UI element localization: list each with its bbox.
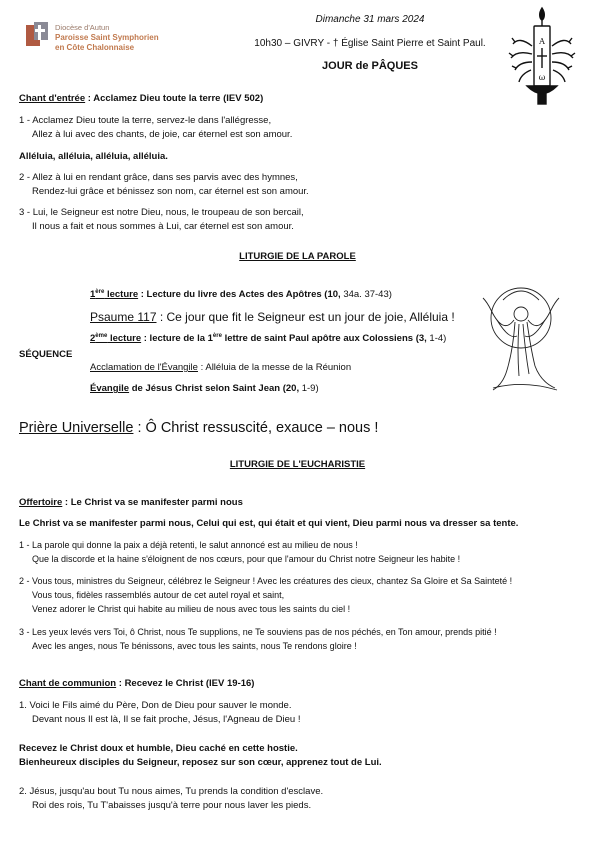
evangile-ref: 1-9) (301, 383, 319, 394)
offertoire-v2a: 2 - Vous tous, ministres du Seigneur, célébrez le Seigneur ! Avec les créatures des cieux, chantez Sa Gloire et Sa Sainteté ! (19, 576, 513, 586)
entree-v3b: Il nous a fait et nous sommes à Lui, car éternel est son amour. (32, 221, 294, 232)
communion-heading (19, 677, 254, 690)
priere-label: Prière Universelle (19, 420, 134, 436)
diocese-logo-text (55, 23, 159, 53)
offertoire-v1b: Que la discorde et la haine s'éloignent de nos cœurs, pour que l'amour du Christ notre Seigneur les habite ! (32, 554, 461, 564)
evangile-label: Évangile (90, 383, 130, 394)
acclamation-text: : Alléluia de la messe de la Réunion (197, 362, 352, 373)
reading-2-label: lecture (107, 333, 142, 345)
offertoire-v3a: 3 - Les yeux levés vers Toi, ô Christ, nous Te supplions, ne Te souviens pas de nos péchés, en Ton amour, prends pitié ! (19, 627, 497, 637)
offertoire-v2b: Vous tous, fidèles rassemblés autour de cet autel royal et saint, (32, 590, 285, 600)
entree-label: Chant d'entrée (19, 93, 86, 104)
communion-v2b: Roi des rois, Tu T'abaisses jusqu'à terre pour nous laver les pieds. (32, 800, 312, 811)
communion-refrain-a: Recevez le Christ doux et humble, Dieu caché en cette hostie. (19, 743, 298, 754)
acclamation-line (90, 362, 351, 373)
communion-refrain-b: Bienheureux disciples du Seigneur, reposez sur son cœur, apprenez tout de Lui. (19, 757, 382, 768)
risen-christ-icon (473, 280, 573, 395)
offertoire-v3b: Avec les anges, nous Te bénissons, avec tous les saints, nous Te rendons gloire ! (32, 641, 357, 651)
communion-v1a: 1. Voici le Fils aimé du Père, Don de Dieu pour sauver le monde. (19, 700, 292, 711)
communion-v2a: 2. Jésus, jusqu'au bout Tu nous aimes, Tu prends la condition d'esclave. (19, 786, 324, 797)
communion-title: : Recevez le Christ (IEV 19-16) (116, 678, 255, 689)
psaume-label: Psaume 117 (90, 310, 157, 324)
entree-heading (19, 92, 263, 105)
reading-2-text-a: : lecture de la 1 (141, 333, 213, 345)
offertoire-title: : Le Christ va se manifester parmi nous (62, 497, 243, 508)
offertoire-v1a: 1 - La parole qui donne la paix a déjà retenti, le salut annoncé est au milieu de nous ! (19, 540, 358, 550)
psaume-text: : Ce jour que fit le Seigneur est un jour de joie, Alléluia ! (156, 310, 455, 324)
entree-v2a: 2 - Allez à lui en rendant grâce, dans ses parvis avec des hymnes, (19, 172, 298, 183)
svg-text:A: A (539, 37, 545, 46)
sequence-label: SÉQUENCE (19, 349, 73, 360)
reading-1-label: lecture (104, 289, 139, 301)
paschal-candle-icon (507, 6, 577, 106)
reading-2-text-b: lettre de saint Paul apôtre aux Colossiens (3, (221, 333, 430, 345)
evangile-line (90, 383, 319, 394)
entree-v3a: 3 - Lui, le Seigneur est notre Dieu, nous, le troupeau de son bercail, (19, 207, 304, 218)
logo-line-2: Paroisse Saint Symphorien (55, 33, 159, 42)
liturgie-eucharistie-heading: LITURGIE DE L'EUCHARISTIE (229, 459, 366, 470)
offertoire-v2c: Venez adorer le Christ qui habite au milieu de nous avec tous les saints du ciel ! (32, 604, 351, 614)
diocese-logo-icon (26, 22, 48, 46)
svg-text:ω: ω (538, 73, 546, 82)
entree-v1b: Allez à lui avec des chants, de joie, car éternel est son amour. (32, 129, 293, 140)
priere-text: : Ô Christ ressuscité, exauce – nous ! (133, 420, 379, 436)
logo-line-1: Diocèse d'Autun (55, 23, 110, 32)
entree-refrain: Alléluia, alléluia, alléluia, alléluia. (19, 151, 168, 162)
offertoire-heading (19, 496, 243, 509)
logo-line-3: en Côte Chalonnaise (55, 43, 135, 52)
communion-v1b: Devant nous Il est là, Il se fait proche, Jésus, l'Agneau de Dieu ! (32, 714, 301, 725)
reading-1-text: : Lecture du livre des Actes des Apôtres (10, (138, 289, 344, 301)
reading-1-num: 1 (90, 289, 96, 301)
reading-2-sup: ème (95, 333, 108, 339)
psaume-line (90, 310, 455, 324)
liturgie-parole-heading: LITURGIE DE LA PAROLE (239, 251, 356, 262)
reading-2 (90, 333, 446, 344)
priere-universelle (19, 420, 378, 436)
acclamation-label: Acclamation de l'Évangile (90, 362, 198, 373)
reading-2-num: 2 (90, 333, 96, 345)
reading-2-ref: 1-4) (429, 333, 447, 345)
entree-v2b: Rendez-lui grâce et bénissez son nom, car éternel est son amour. (32, 186, 309, 197)
offertoire-refrain: Le Christ va se manifester parmi nous, Celui qui est, qui était et qui vient, Dieu parmi nous va dresser sa tente. (19, 518, 519, 529)
communion-label: Chant de communion (19, 678, 117, 689)
reading-1 (90, 289, 392, 300)
entree-title: : Acclamez Dieu toute la terre (IEV 502) (85, 93, 264, 104)
header-place: 10h30 – GIVRY - † Église Saint Pierre et Saint Paul. (254, 38, 486, 49)
header-feast: JOUR de PÂQUES (322, 60, 418, 72)
header-date: Dimanche 31 mars 2024 (315, 14, 425, 25)
reading-1-ref: 34a. 37-43) (343, 289, 392, 301)
evangile-text: de Jésus Christ selon Saint Jean (20, (129, 383, 302, 394)
reading-2-text-sup: ère (212, 333, 222, 339)
entree-v1a: 1 - Acclamez Dieu toute la terre, servez-le dans l'allégresse, (19, 115, 272, 126)
reading-1-sup: ère (95, 289, 105, 295)
offertoire-label: Offertoire (19, 497, 63, 508)
